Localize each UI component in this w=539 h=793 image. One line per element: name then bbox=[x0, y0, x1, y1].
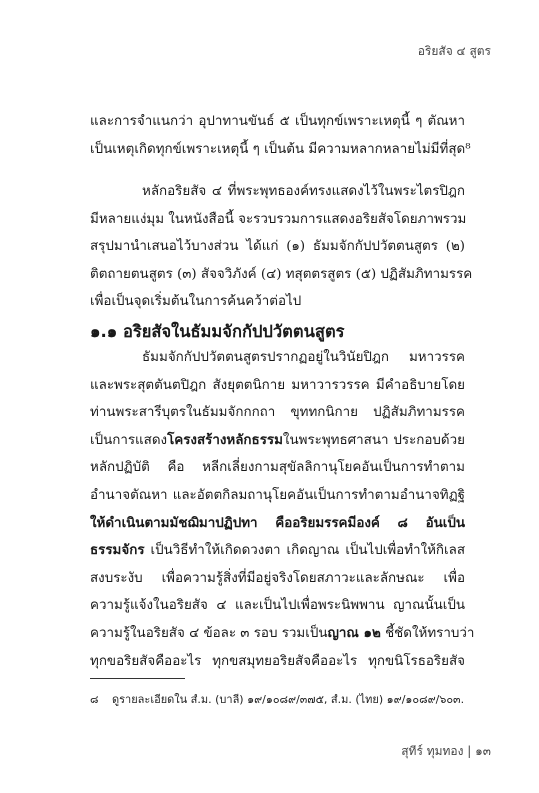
text-line bbox=[90, 537, 465, 565]
running-head: อริยสัจ ๔ สูตร bbox=[417, 44, 491, 58]
text-line: เป็นเหตุเกิดทุกข์เพราะเหตุนี้ ๆ เป็นต้น มีความหลากหลายไม่มีที่สุด⁸ bbox=[90, 141, 471, 157]
bold-term: ให้ดำเนินตามมัชฌิมาปฏิปทา คืออริยมรรคมีองค์ ๘ อันเป็น bbox=[90, 514, 465, 531]
text-line: อำนาจตัณหา และอัตตกิลมถานุโยคอันเป็นการทำตามอำนาจทิฏฐิ bbox=[90, 487, 465, 503]
text-run: เป็นวิธีทำให้เกิดดวงตา เกิดญาณ เป็นไปเพื่อทำให้กิเลส bbox=[144, 543, 465, 559]
text-line: ธัมมจักกัปปวัตตนสูตรปรากฏอยู่ในวินัยปิฎก มหาวรรค bbox=[142, 350, 465, 365]
paragraph-section bbox=[90, 344, 475, 675]
bold-term: ญาณ ๑๒ bbox=[327, 624, 381, 641]
text-line: ติตถายตนสูตร (๓) สัจจวิภังค์ (๔) ทสุตตรสูตร (๕) ปฏิสัมภิทามรรค bbox=[90, 266, 473, 282]
text-line: ท่านพระสารีบุตรในธัมมจักกกถา ขุททกนิกาย ปฏิสัมภิทามรรค bbox=[90, 405, 465, 421]
text-run: เป็นการแสดง bbox=[90, 432, 168, 448]
bold-term: ธรรมจักร bbox=[90, 542, 145, 559]
footnote-text: ดูรายละเอียดใน สํ.ม. (บาลี) ๑๙/๑๐๘๙/๓๗๕, สํ.ม. (ไทย) ๑๙/๑๐๘๙/๖๐๓. bbox=[112, 693, 465, 706]
text-line: ความรู้แจ้งในอริยสัจ ๔ และเป็นไปเพื่อพระนิพพาน ญาณนั้นเป็น bbox=[90, 598, 465, 614]
text-line: และพระสุตตันตปิฎก สังยุตตนิกาย มหาวารวรรค มีคำอธิบายโดย bbox=[90, 377, 465, 393]
page-folio: สุทีร์ ทุมทอง | ๑๓ bbox=[401, 744, 491, 758]
paragraph-intro bbox=[90, 178, 473, 316]
text-line: สงบระงับ เพื่อความรู้สิ่งที่มีอยู่จริงโดยสภาวะและลักษณะ เพื่อ bbox=[90, 570, 465, 586]
section-heading: ๑.๑ อริยสัจในธัมมจักกัปปวัตตนสูตร bbox=[90, 322, 345, 341]
bold-term: โครงสร้างหลักธรรม bbox=[167, 431, 283, 448]
text-line: และการจำแนกว่า อุปาทานขันธ์ ๕ เป็นทุกข์เพราะเหตุนี้ ๆ ตัณหา bbox=[90, 114, 465, 129]
text-line bbox=[90, 620, 475, 648]
paragraph-continuation bbox=[90, 108, 471, 163]
text-run: ความรู้ในอริยสัจ ๔ ข้อละ ๓ รอบ รวมเป็น bbox=[90, 625, 328, 641]
footnote-divider bbox=[90, 678, 185, 679]
text-line: เพื่อเป็นจุดเริ่มต้นในการค้นคว้าต่อไป bbox=[90, 294, 302, 310]
text-line: หลักอริยสัจ ๔ ที่พระพุทธองค์ทรงแสดงไว้ในพระไตรปิฎก bbox=[142, 184, 465, 199]
text-run: ในพระพุทธศาสนา ประกอบด้วย bbox=[282, 432, 465, 448]
text-line: สรุปมานำเสนอไว้บางส่วน ได้แก่ (๑) ธัมมจักกัปปวัตตนสูตร (๒) bbox=[90, 239, 465, 255]
footnote-number: ๘ bbox=[90, 693, 99, 706]
text-line bbox=[90, 427, 465, 455]
text-line: มีหลายแง่มุม ในหนังสือนี้ จะรวบรวมการแสดงอริยสัจโดยภาพรวม bbox=[90, 211, 467, 227]
text-line: หลักปฏิบัติ คือ หลีกเลี่ยงกามสุขัลลิกานุโยคอันเป็นการทำตาม bbox=[90, 460, 465, 476]
text-run: ชี้ชัดให้ทราบว่า bbox=[380, 625, 475, 641]
footnote bbox=[90, 690, 470, 708]
text-line: ทุกขอริยสัจคืออะไร ทุกขสมุทยอริยสัจคืออะไร ทุกขนิโรธอริยสัจ bbox=[90, 653, 465, 669]
text-line bbox=[90, 510, 465, 538]
